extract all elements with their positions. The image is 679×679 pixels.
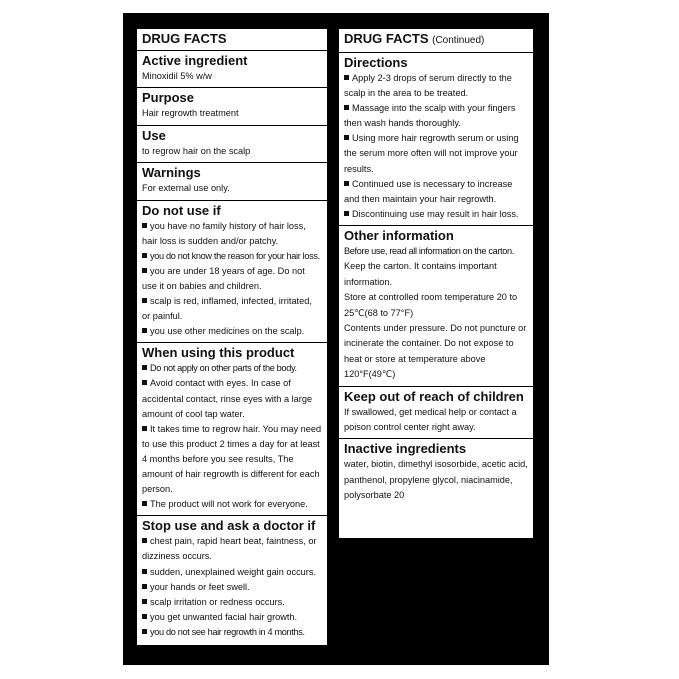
purpose-text: Hair regrowth treatment xyxy=(142,108,239,119)
use-section xyxy=(137,126,327,163)
list-item: you use other medicines on the scalp. xyxy=(142,324,322,339)
bullet-icon xyxy=(344,75,349,80)
list-item: you do not see hair regrowth in 4 months. xyxy=(142,625,322,640)
list-item: your hands or feet swell. xyxy=(142,580,322,595)
bullet-icon xyxy=(344,181,349,186)
purpose-section xyxy=(137,88,327,125)
inactive-ingredients-text: water, biotin, dimethyl isosorbide, acetic acid, panthenol, propylene glycol, niacinamide, polysorbate 20 xyxy=(344,459,528,501)
inactive-ingredients-section xyxy=(339,439,533,506)
do-not-use-heading: Do not use if xyxy=(142,202,221,218)
list-item: Avoid contact with eyes. In case of accidental contact, rinse eyes with a large amount of cool tap water. xyxy=(142,378,313,419)
drug-facts-left-column xyxy=(136,28,328,646)
warnings-text: For external use only. xyxy=(142,183,230,194)
drug-facts-title-section xyxy=(137,29,327,51)
bullet-icon xyxy=(142,629,147,634)
warnings-heading: Warnings xyxy=(142,165,201,181)
list-item: chest pain, rapid heart beat, faintness, or dizziness occurs. xyxy=(142,536,317,562)
bullet-icon xyxy=(142,501,147,506)
list-item: Apply 2-3 drops of serum directly to the scalp in the area to be treated. xyxy=(344,73,512,99)
list-item: scalp irritation or redness occurs. xyxy=(142,595,322,610)
other-information-heading: Other information xyxy=(344,227,454,243)
bullet-icon xyxy=(142,380,147,385)
inactive-ingredients-heading: Inactive ingredients xyxy=(344,441,467,457)
active-ingredient-text: Minoxidil 5% w/w xyxy=(142,71,212,81)
bullet-icon xyxy=(142,599,147,604)
active-ingredient-section xyxy=(137,51,327,88)
keep-out-of-reach-text: If swallowed, get medical help or contact a poison control center right away. xyxy=(344,406,517,432)
directions-heading: Directions xyxy=(344,55,408,70)
purpose-heading: Purpose xyxy=(142,90,195,106)
when-using-heading: When using this product xyxy=(142,345,295,361)
bullet-icon xyxy=(142,253,147,258)
drug-facts-right-column xyxy=(338,28,534,539)
bullet-icon xyxy=(142,614,147,619)
list-item: you have no family history of hair loss, hair loss is sudden and/or patchy. xyxy=(142,220,306,246)
bullet-icon xyxy=(142,268,147,273)
bullet-icon xyxy=(142,584,147,589)
list-item: Continued use is necessary to increase and then maintain your hair regrowth. xyxy=(344,178,513,204)
list-item: Do not apply on other parts of the body. xyxy=(142,361,322,376)
stop-use-heading: Stop use and ask a doctor if xyxy=(142,518,316,534)
bullet-icon xyxy=(344,211,349,216)
list-item: Massage into the scalp with your fingers then wash hands thoroughly. xyxy=(344,103,516,129)
drug-facts-continued-title-section xyxy=(339,29,533,53)
bullet-icon xyxy=(344,135,349,140)
use-heading: Use xyxy=(142,127,166,143)
active-ingredient-heading: Active ingredient xyxy=(142,53,248,68)
list-item: scalp is red, inflamed, infected, irritated, or painful. xyxy=(142,296,312,322)
bullet-icon xyxy=(142,223,147,228)
other-information-line: Store at controlled room temperature 20 to 25℃(68 to 77°F) xyxy=(344,292,518,318)
other-information-line: Keep the carton. It contains important information. xyxy=(344,261,497,287)
other-information-line: Before use, read all information on the carton. xyxy=(344,245,514,256)
warnings-section xyxy=(137,163,327,200)
keep-out-of-reach-heading: Keep out of reach of children xyxy=(344,388,524,404)
stop-use-section xyxy=(137,516,327,643)
bullet-icon xyxy=(344,105,349,110)
do-not-use-section xyxy=(137,201,327,344)
bullet-icon xyxy=(142,426,147,431)
use-text: to regrow hair on the scalp xyxy=(142,145,251,156)
drug-facts-continued-title: DRUG FACTS (Continued) xyxy=(344,31,485,46)
list-item: Using more hair regrowth serum or using the serum more often will not improve your results. xyxy=(344,133,519,174)
continued-label: (Continued) xyxy=(432,35,485,46)
bullet-icon xyxy=(142,328,147,333)
when-using-section xyxy=(137,343,327,516)
directions-section xyxy=(339,53,533,226)
list-item: The product will not work for everyone. xyxy=(142,497,322,512)
list-item: you are under 18 years of age. Do not use it on babies and children. xyxy=(142,265,305,291)
list-item: you get unwanted facial hair growth. xyxy=(142,610,322,625)
bullet-icon xyxy=(142,365,147,370)
bullet-icon xyxy=(142,569,147,574)
list-item: Discontinuing use may result in hair loss. xyxy=(344,207,528,222)
bullet-icon xyxy=(142,298,147,303)
list-item: sudden, unexplained weight gain occurs. xyxy=(142,565,322,580)
bullet-icon xyxy=(142,538,147,543)
other-information-section xyxy=(339,226,533,387)
drug-facts-title: DRUG FACTS xyxy=(142,31,227,46)
list-item: It takes time to regrow hair. You may need to use this product 2 times a day for at least 4 months before you see results, The amount of hair regrowth is different for each person. xyxy=(142,423,322,495)
other-information-line: Contents under pressure. Do not puncture or incinerate the container. Do not expose to heat or store at temperature above 120°F(49℃) xyxy=(344,322,527,380)
list-item: you do not know the reason for your hair loss. xyxy=(142,249,322,264)
keep-out-of-reach-section xyxy=(339,387,533,440)
